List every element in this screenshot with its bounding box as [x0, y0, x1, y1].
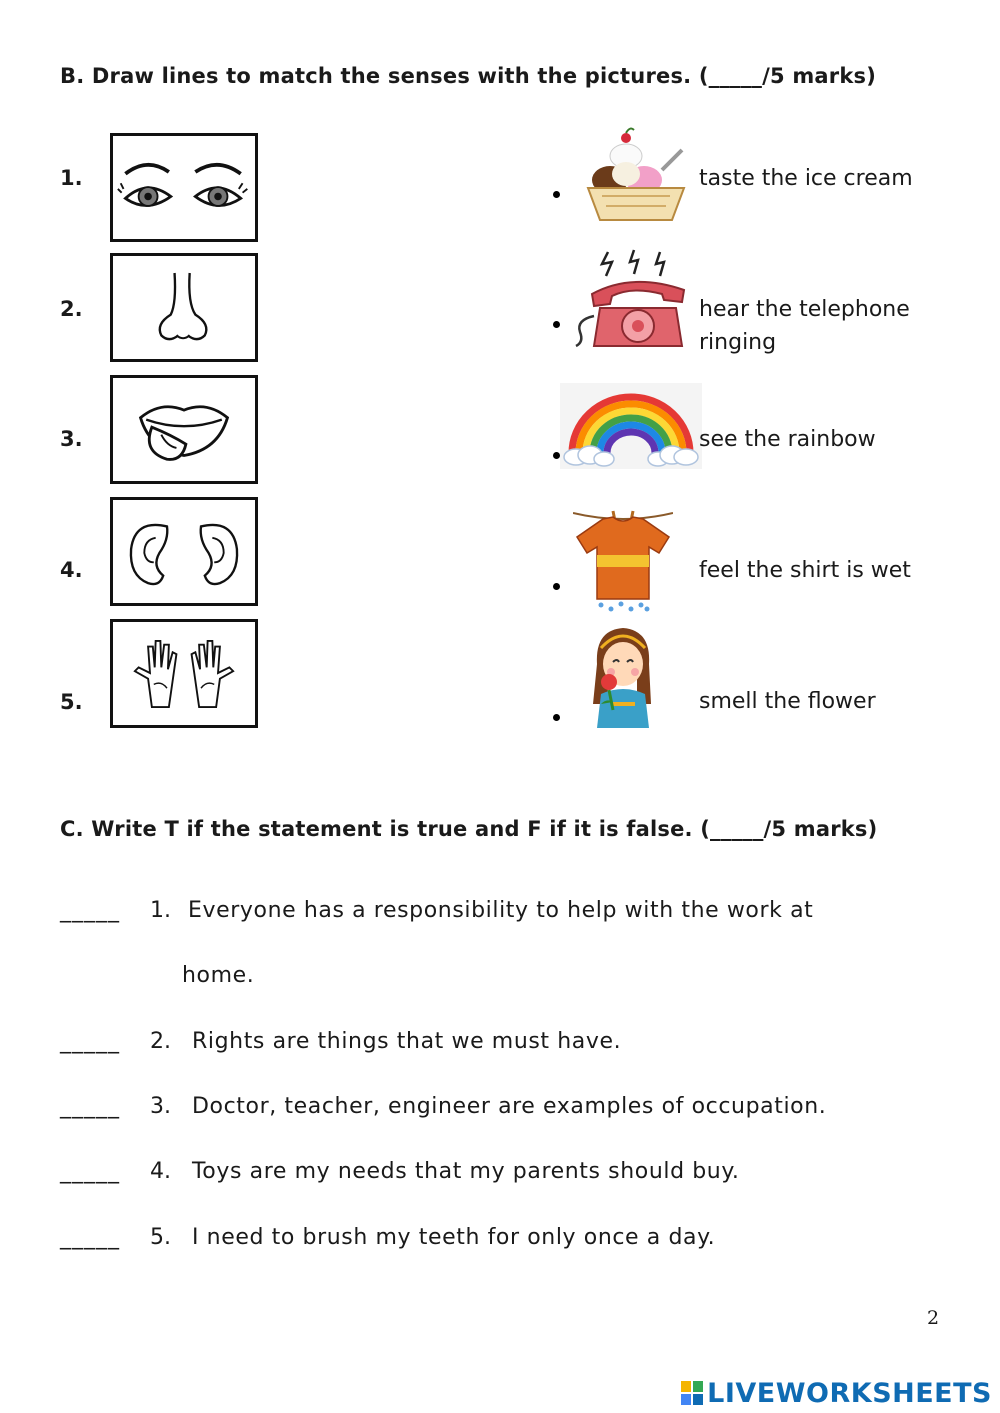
liveworksheets-mark-icon [681, 1381, 703, 1405]
ears-box [110, 497, 258, 606]
wet-shirt-picture [573, 503, 673, 613]
match-dot-5[interactable] [553, 714, 560, 721]
eyes-icon [113, 136, 255, 239]
wet-shirt-icon [573, 503, 673, 613]
telephone-picture [572, 246, 692, 356]
match-dot-2[interactable] [553, 321, 560, 328]
match-dot-4[interactable] [553, 583, 560, 590]
statement-number-5: 5. [150, 1225, 171, 1250]
phrase-see: see the rainbow [699, 427, 876, 452]
statement-text-5: I need to brush my teeth for only once a day. [192, 1225, 716, 1250]
nose-icon [113, 256, 255, 359]
hands-icon [113, 622, 255, 725]
answer-blank-4[interactable]: _____ [60, 1159, 120, 1184]
item-number-5: 5. [60, 690, 83, 714]
statement-number-1: 1. [150, 898, 171, 923]
mouth-box [110, 375, 258, 484]
answer-blank-2[interactable]: _____ [60, 1029, 120, 1054]
match-dot-3[interactable] [553, 452, 560, 459]
statement-text-3: Doctor, teacher, engineer are examples of occupation. [192, 1094, 827, 1119]
answer-blank-1[interactable]: _____ [60, 898, 120, 923]
section-c-heading: C. Write T if the statement is true and F if it is false. (_____/5 marks) [60, 817, 878, 841]
ears-icon [113, 500, 255, 603]
item-number-1: 1. [60, 166, 83, 190]
girl-smelling-flower-icon [587, 624, 657, 728]
phrase-smell: smell the flower [699, 689, 876, 714]
eyes-box [110, 133, 258, 242]
rainbow-picture [560, 383, 702, 469]
telephone-icon [572, 246, 692, 356]
ice-cream-icon [582, 126, 690, 226]
statement-text-1-continued: home. [182, 963, 255, 988]
rainbow-icon [560, 383, 702, 469]
answer-blank-3[interactable]: _____ [60, 1094, 120, 1119]
answer-blank-5[interactable]: _____ [60, 1225, 120, 1250]
liveworksheets-wordmark: LIVEWORKSHEETS [707, 1377, 992, 1409]
ice-cream-picture [582, 126, 690, 226]
statement-text-1: Everyone has a responsibility to help with the work at [188, 898, 814, 923]
hands-box [110, 619, 258, 728]
phrase-hear: hear the telephone ringing [699, 297, 910, 355]
item-number-4: 4. [60, 558, 83, 582]
page-number: 2 [927, 1307, 940, 1329]
mouth-tongue-icon [113, 378, 255, 481]
section-b-heading: B. Draw lines to match the senses with the pictures. (_____/5 marks) [60, 64, 876, 88]
phrase-taste: taste the ice cream [699, 166, 913, 191]
nose-box [110, 253, 258, 362]
match-dot-1[interactable] [553, 191, 560, 198]
phrase-feel: feel the shirt is wet [699, 558, 911, 583]
girl-smelling-flower-picture [587, 624, 657, 728]
statement-text-4: Toys are my needs that my parents should buy. [192, 1159, 740, 1184]
item-number-2: 2. [60, 297, 83, 321]
statement-number-2: 2. [150, 1029, 171, 1054]
statement-text-2: Rights are things that we must have. [192, 1029, 622, 1054]
statement-number-4: 4. [150, 1159, 171, 1184]
item-number-3: 3. [60, 427, 83, 451]
statement-number-3: 3. [150, 1094, 171, 1119]
liveworksheets-logo[interactable] [681, 1377, 992, 1409]
